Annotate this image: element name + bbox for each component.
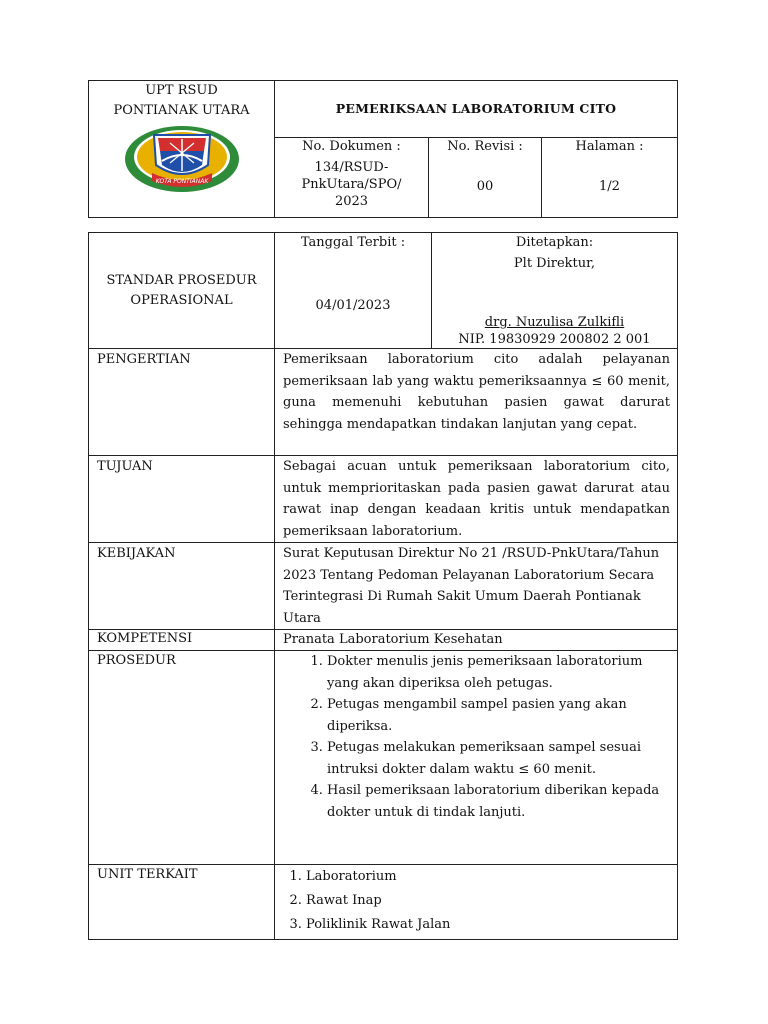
unit-list bbox=[275, 865, 677, 937]
revision-label: No. Revisi : bbox=[447, 139, 523, 154]
kompetensi-label-cell bbox=[89, 630, 275, 651]
tujuan-label: TUJUAN bbox=[97, 459, 153, 474]
sop-table bbox=[88, 232, 678, 940]
approver-nip: NIP. 19830929 200802 2 001 bbox=[458, 332, 651, 347]
page-cell bbox=[542, 138, 678, 218]
org-name-line2: PONTIANAK UTARA bbox=[113, 103, 250, 118]
kompetensi-text: Pranata Laboratorium Kesehatan bbox=[283, 632, 503, 647]
doc-number-label: No. Dokumen : bbox=[302, 139, 401, 154]
page-label: Halaman : bbox=[575, 139, 644, 154]
sop-label-line1: STANDAR PROSEDUR bbox=[106, 272, 257, 288]
approver-name: drg. Nuzulisa Zulkifli bbox=[484, 315, 625, 330]
revision-value: 00 bbox=[476, 179, 494, 194]
unit-label-cell bbox=[89, 865, 275, 940]
prosedur-list-cell bbox=[275, 651, 678, 865]
pengertian-text: Pemeriksaan laboratorium cito adalah pelayanan pemeriksaan lab yang waktu pemeriksaannya ≤ 60 menit, guna memenuhi kebutuhan pasien gawat darurat sehingga mendapatkan tindakan lanjutan yang cepat. bbox=[283, 352, 670, 432]
pengertian-text-cell bbox=[275, 349, 678, 456]
approval-cell bbox=[432, 233, 678, 349]
issue-date-value: 04/01/2023 bbox=[315, 298, 391, 313]
revision-cell bbox=[429, 138, 542, 218]
org-cell bbox=[89, 81, 275, 218]
kompetensi-label: KOMPETENSI bbox=[97, 631, 193, 646]
page-value: 1/2 bbox=[599, 179, 620, 194]
tujuan-label-cell bbox=[89, 456, 275, 543]
unit-item: 2. Rawat Inap bbox=[306, 889, 677, 913]
pengertian-label-cell bbox=[89, 349, 275, 456]
doc-number-line1: 134/RSUD- bbox=[314, 160, 389, 175]
prosedur-step: 4. Hasil pemeriksaan laboratorium diberikan kepada dokter untuk di tindak lanjuti. bbox=[327, 780, 677, 823]
prosedur-step: 2. Petugas mengambil sampel pasien yang akan diperiksa. bbox=[327, 694, 677, 737]
tujuan-text: Sebagai acuan untuk pemeriksaan laboratorium cito, untuk memprioritaskan pada pasien gawat darurat atau rawat inap dengan keadaan kritis untuk mendapatkan pemeriksaan laboratorium. bbox=[283, 459, 670, 539]
pengertian-label: PENGERTIAN bbox=[97, 352, 191, 367]
issue-date-label: Tanggal Terbit : bbox=[300, 235, 406, 250]
unit-list-cell bbox=[275, 865, 678, 940]
sop-label-line2: OPERASIONAL bbox=[130, 292, 233, 308]
approval-role: Plt Direktur, bbox=[513, 256, 596, 271]
document-title: PEMERIKSAAN LABORATORIUM CITO bbox=[335, 101, 617, 116]
tujuan-text-cell bbox=[275, 456, 678, 543]
kebijakan-text: Surat Keputusan Direktur No 21 /RSUD-PnkUtara/Tahun 2023 Tentang Pedoman Pelayanan Laboratorium Secara Terintegrasi Di Rumah Sakit Umum Daerah Pontianak Utara bbox=[283, 546, 660, 626]
unit-item: 1. Laboratorium bbox=[306, 865, 677, 889]
unit-item: 3. Poliklinik Rawat Jalan bbox=[306, 913, 677, 937]
issue-date-cell bbox=[275, 233, 432, 349]
prosedur-list bbox=[275, 651, 677, 823]
doc-number-line2: PnkUtara/SPO/ bbox=[301, 177, 402, 192]
prosedur-step: 1. Dokter menulis jenis pemeriksaan laboratorium yang akan diperiksa oleh petugas. bbox=[327, 651, 677, 694]
prosedur-label-cell bbox=[89, 651, 275, 865]
kompetensi-text-cell bbox=[275, 630, 678, 651]
org-name-line1: UPT RSUD bbox=[145, 83, 218, 98]
sop-label-cell bbox=[89, 233, 275, 349]
prosedur-label: PROSEDUR bbox=[97, 653, 176, 668]
kebijakan-text-cell bbox=[275, 543, 678, 630]
header-table bbox=[88, 80, 678, 218]
title-cell bbox=[275, 81, 678, 138]
city-logo-icon bbox=[122, 121, 242, 193]
unit-label: UNIT TERKAIT bbox=[97, 867, 198, 882]
approval-label: Ditetapkan: bbox=[515, 235, 594, 250]
doc-number-cell bbox=[275, 138, 429, 218]
logo-text: KOTA PONTIANAK bbox=[155, 178, 208, 185]
prosedur-step: 3. Petugas melakukan pemeriksaan sampel sesuai intruksi dokter dalam waktu ≤ 60 menit. bbox=[327, 737, 677, 780]
kebijakan-label: KEBIJAKAN bbox=[97, 546, 176, 561]
doc-number-line3: 2023 bbox=[334, 194, 369, 209]
kebijakan-label-cell bbox=[89, 543, 275, 630]
